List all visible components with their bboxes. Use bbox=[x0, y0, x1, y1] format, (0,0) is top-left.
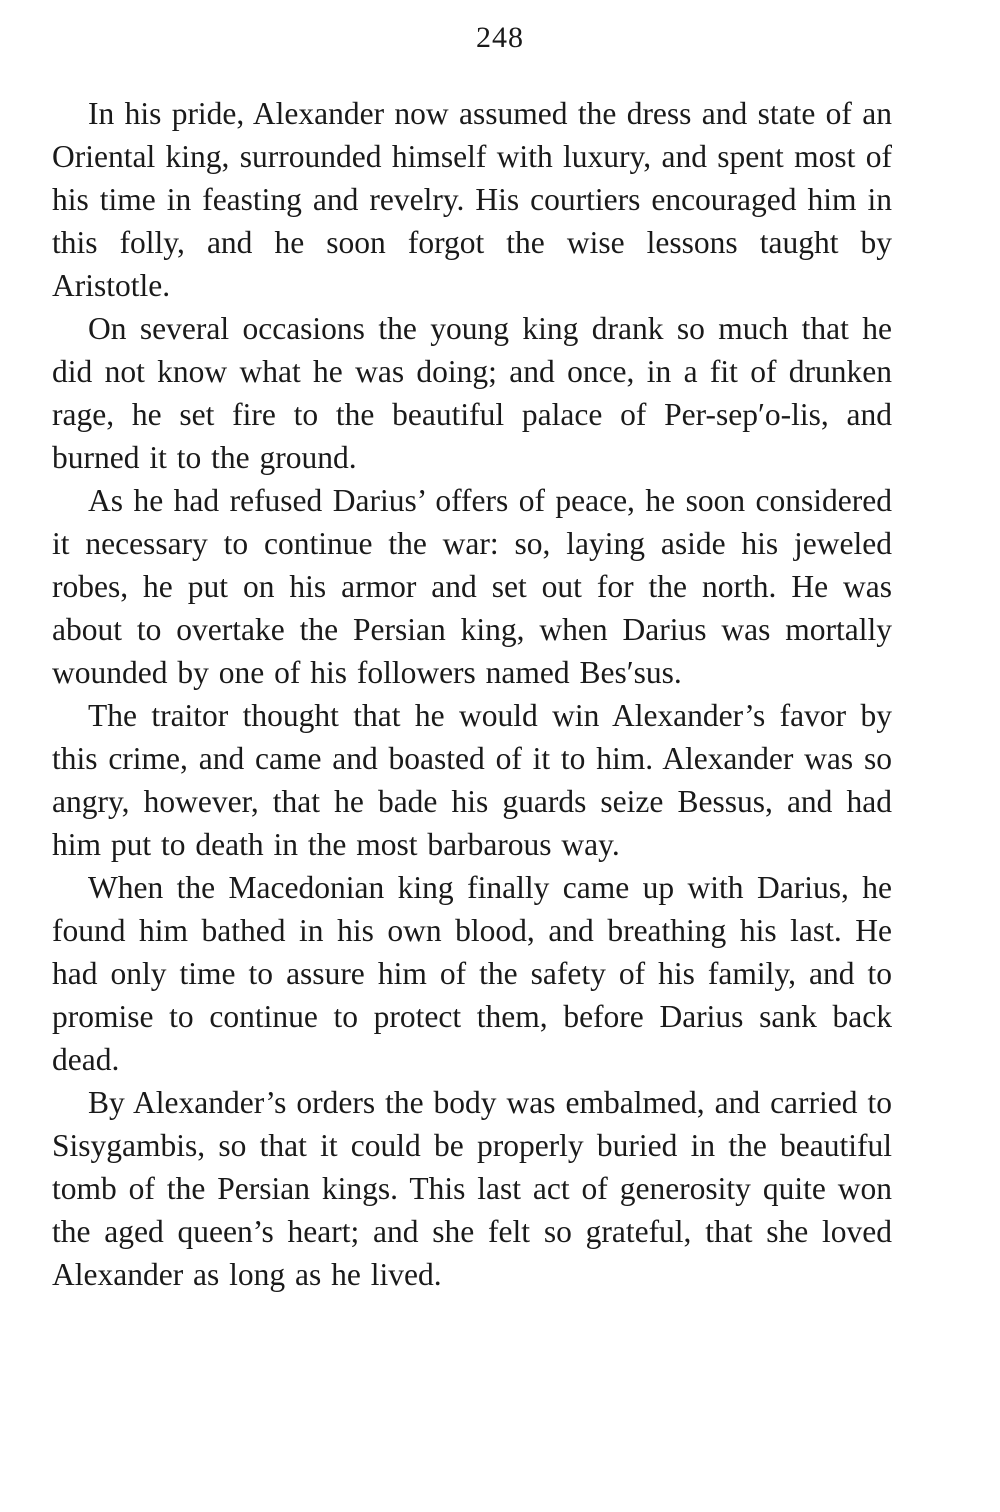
paragraph-6: By Alexander’s orders the body was embalmed, and carried to Sisygambis, so that it could be properly buried in the beautiful tomb of the Persian kings. This last act of generosity quite won the aged queen’s heart; and she felt so grateful, that she loved Alexander as long as he lived. bbox=[52, 1085, 892, 1292]
paragraph-4: The traitor thought that he would win Alexander’s favor by this crime, and came and boasted of it to him. Alexander was so angry, however, that he bade his guards seize Bessus, and had him put to death in the most barbarous way. bbox=[52, 698, 892, 862]
body-text bbox=[52, 92, 892, 1296]
page-number: 248 bbox=[476, 21, 524, 54]
paragraph-1: In his pride, Alexander now assumed the dress and state of an Oriental king, surrounded himself with luxury, and spent most of his time in feasting and revelry. His courtiers encouraged him in this folly, and he soon forgot the wise lessons taught by Aristotle. bbox=[52, 96, 892, 303]
paragraph-3: As he had refused Darius’ offers of peace, he soon considered it necessary to continue the war: so, laying aside his jeweled robes, he put on his armor and set out for the north. He was about to overtake the Persian king, when Darius was mortally wounded by one of his followers named Bes′sus. bbox=[52, 483, 892, 690]
paragraph-2: On several occasions the young king drank so much that he did not know what he was doing; and once, in a fit of drunken rage, he set fire to the beautiful palace of Per-sep′o-lis, and burned it to the ground. bbox=[52, 311, 892, 475]
paragraph-5: When the Macedonian king finally came up with Darius, he found him bathed in his own blood, and breathing his last. He had only time to assure him of the safety of his family, and to promise to continue to protect them, before Darius sank back dead. bbox=[52, 870, 892, 1077]
